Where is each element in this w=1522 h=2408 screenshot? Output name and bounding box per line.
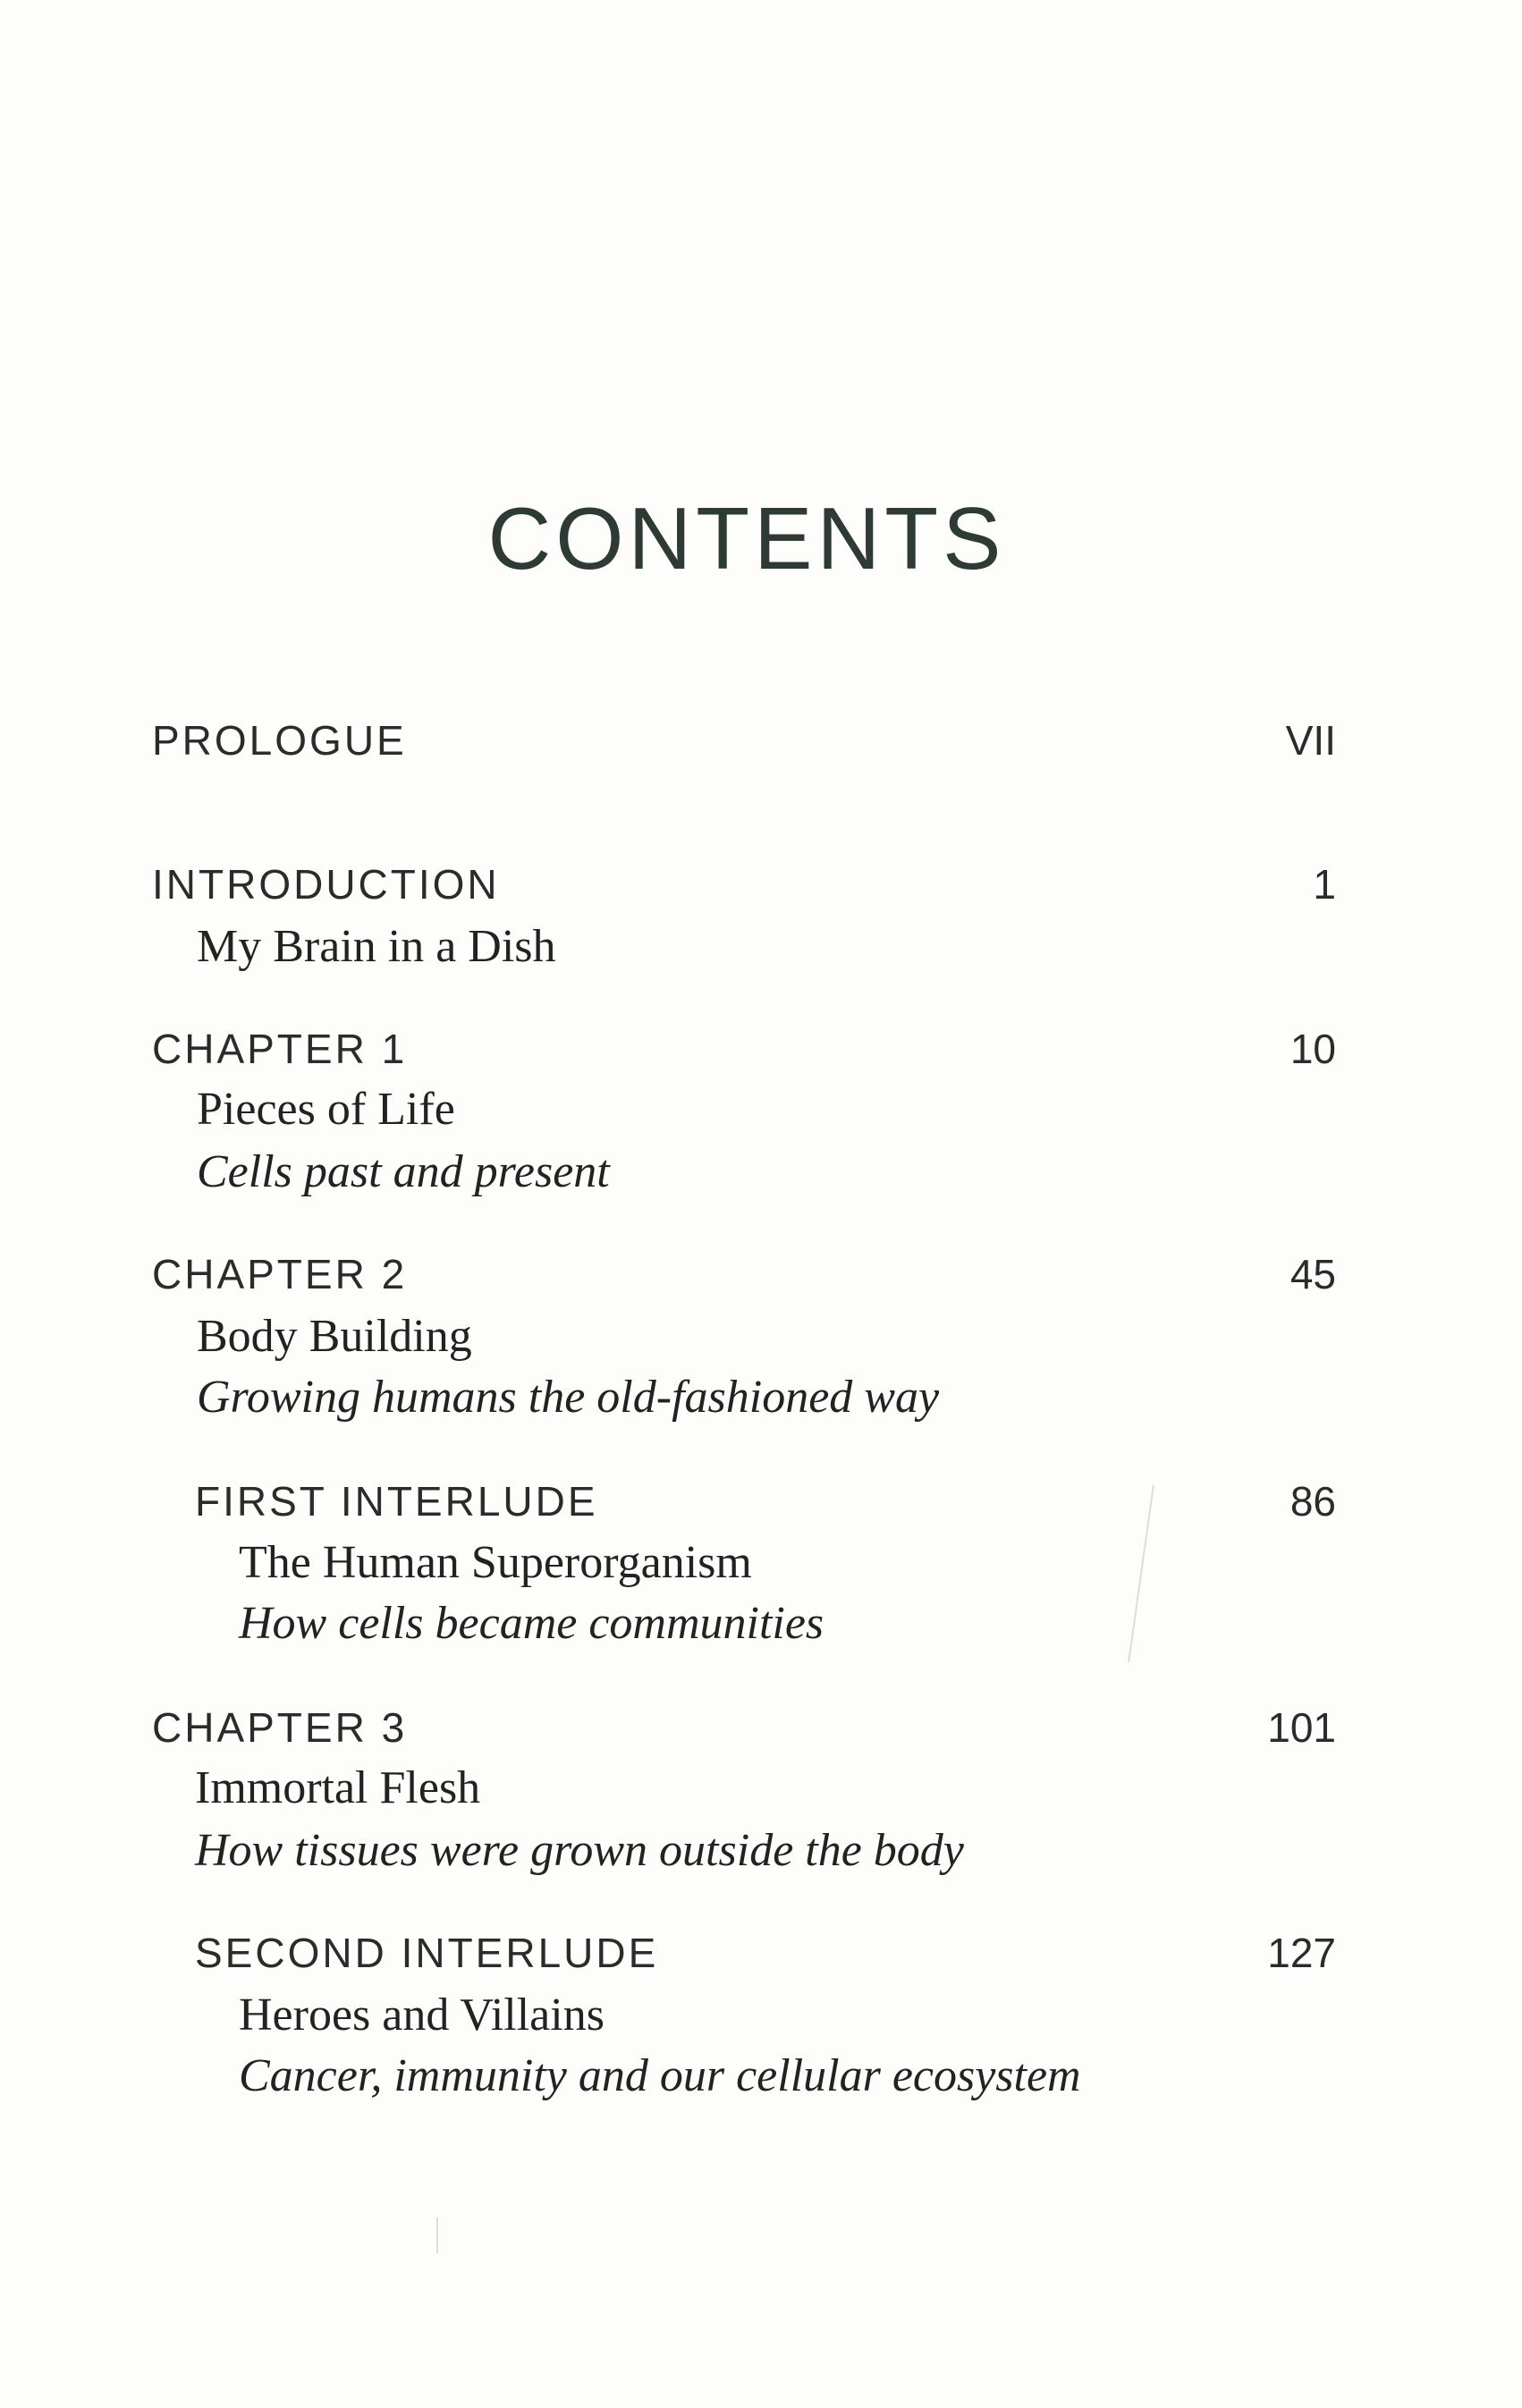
- toc-subtitle-first-interlude: The Human Superorganism: [239, 1537, 752, 1588]
- toc-page-chapter-3: 101: [1267, 1704, 1336, 1751]
- toc-label-prologue: PROLOGUE: [152, 717, 407, 764]
- toc-description-first-interlude: How cells became communities: [239, 1598, 824, 1649]
- scan-artifact: [436, 2218, 438, 2253]
- toc-subtitle-chapter-3: Immortal Flesh: [195, 1762, 481, 1813]
- toc-label-chapter-3: CHAPTER 3: [152, 1704, 408, 1751]
- toc-subtitle-second-interlude: Heroes and Villains: [239, 1990, 605, 2040]
- toc-page-second-interlude: 127: [1267, 1930, 1336, 1976]
- toc-description-chapter-3: How tissues were grown outside the body: [195, 1825, 964, 1876]
- toc-label-second-interlude: SECOND INTERLUDE: [195, 1930, 659, 1976]
- toc-page-introduction: 1: [1313, 861, 1336, 908]
- toc-description-chapter-1: Cells past and present: [197, 1146, 610, 1197]
- page-title: CONTENTS: [487, 489, 1006, 587]
- toc-subtitle-chapter-2: Body Building: [197, 1311, 472, 1362]
- toc-description-second-interlude: Cancer, immunity and our cellular ecosystem: [239, 2050, 1081, 2101]
- toc-page-chapter-2: 45: [1289, 1251, 1336, 1297]
- toc-page-first-interlude: 86: [1289, 1478, 1336, 1525]
- toc-page-chapter-1: 10: [1289, 1026, 1336, 1072]
- toc-label-first-interlude: FIRST INTERLUDE: [195, 1478, 598, 1525]
- toc-description-chapter-2: Growing humans the old-fashioned way: [197, 1372, 940, 1423]
- toc-label-introduction: INTRODUCTION: [152, 861, 500, 908]
- toc-subtitle-chapter-1: Pieces of Life: [197, 1084, 455, 1135]
- toc-label-chapter-1: CHAPTER 1: [152, 1026, 408, 1072]
- toc-subtitle-introduction: My Brain in a Dish: [197, 921, 556, 972]
- toc-page-prologue: VII: [1285, 717, 1336, 764]
- toc-label-chapter-2: CHAPTER 2: [152, 1251, 408, 1297]
- scan-artifact: [1128, 1485, 1154, 1662]
